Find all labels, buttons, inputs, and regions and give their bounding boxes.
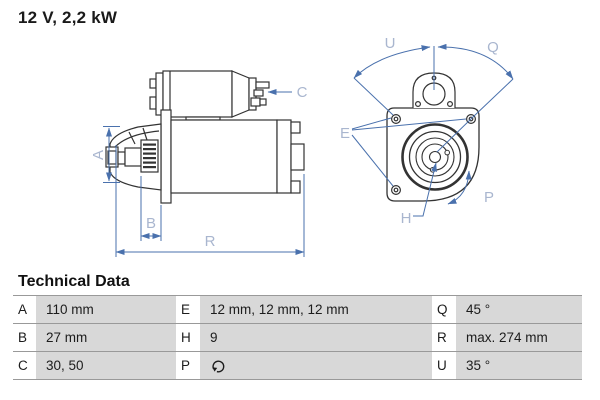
table-row — [13, 295, 582, 323]
technical-data-table — [13, 295, 582, 380]
table-value-e: 12 mm, 12 mm, 12 mm — [200, 296, 432, 323]
motor-body — [161, 110, 304, 203]
table-key-e: E — [176, 296, 200, 323]
ccw-rotation-icon — [210, 358, 226, 374]
table-key-h: H — [176, 324, 200, 351]
label-r: R — [204, 233, 216, 250]
table-key-u: U — [432, 352, 456, 379]
angle-q-arc — [438, 47, 513, 79]
label-q: Q — [487, 39, 499, 56]
table-value-c: 30, 50 — [36, 352, 176, 379]
table-key-c: C — [13, 352, 36, 379]
label-a: A — [90, 149, 107, 161]
page-title: 12 V, 2,2 kW — [18, 8, 118, 27]
label-h: H — [400, 210, 412, 227]
label-p: P — [483, 189, 495, 206]
label-e: E — [339, 125, 351, 142]
table-value-q: 45 ° — [456, 296, 582, 323]
table-value-p — [200, 352, 432, 379]
pinion-gear — [141, 140, 158, 172]
label-u: U — [384, 35, 396, 52]
table-value-b: 27 mm — [36, 324, 176, 351]
table-row — [13, 351, 582, 380]
starter-side-view — [106, 71, 304, 203]
technical-data-heading: Technical Data — [18, 273, 130, 290]
table-value-h: 9 — [200, 324, 432, 351]
shaft-hole — [430, 152, 441, 163]
table-value-r: max. 274 mm — [456, 324, 582, 351]
table-key-q: Q — [432, 296, 456, 323]
table-key-r: R — [432, 324, 456, 351]
starter-front-view — [387, 73, 479, 201]
label-c: C — [296, 84, 308, 101]
table-key-p: P — [176, 352, 200, 379]
table-key-a: A — [13, 296, 36, 323]
table-row — [13, 323, 582, 351]
table-value-a: 110 mm — [36, 296, 176, 323]
table-key-b: B — [13, 324, 36, 351]
table-value-u: 35 ° — [456, 352, 582, 379]
label-b: B — [145, 215, 157, 232]
